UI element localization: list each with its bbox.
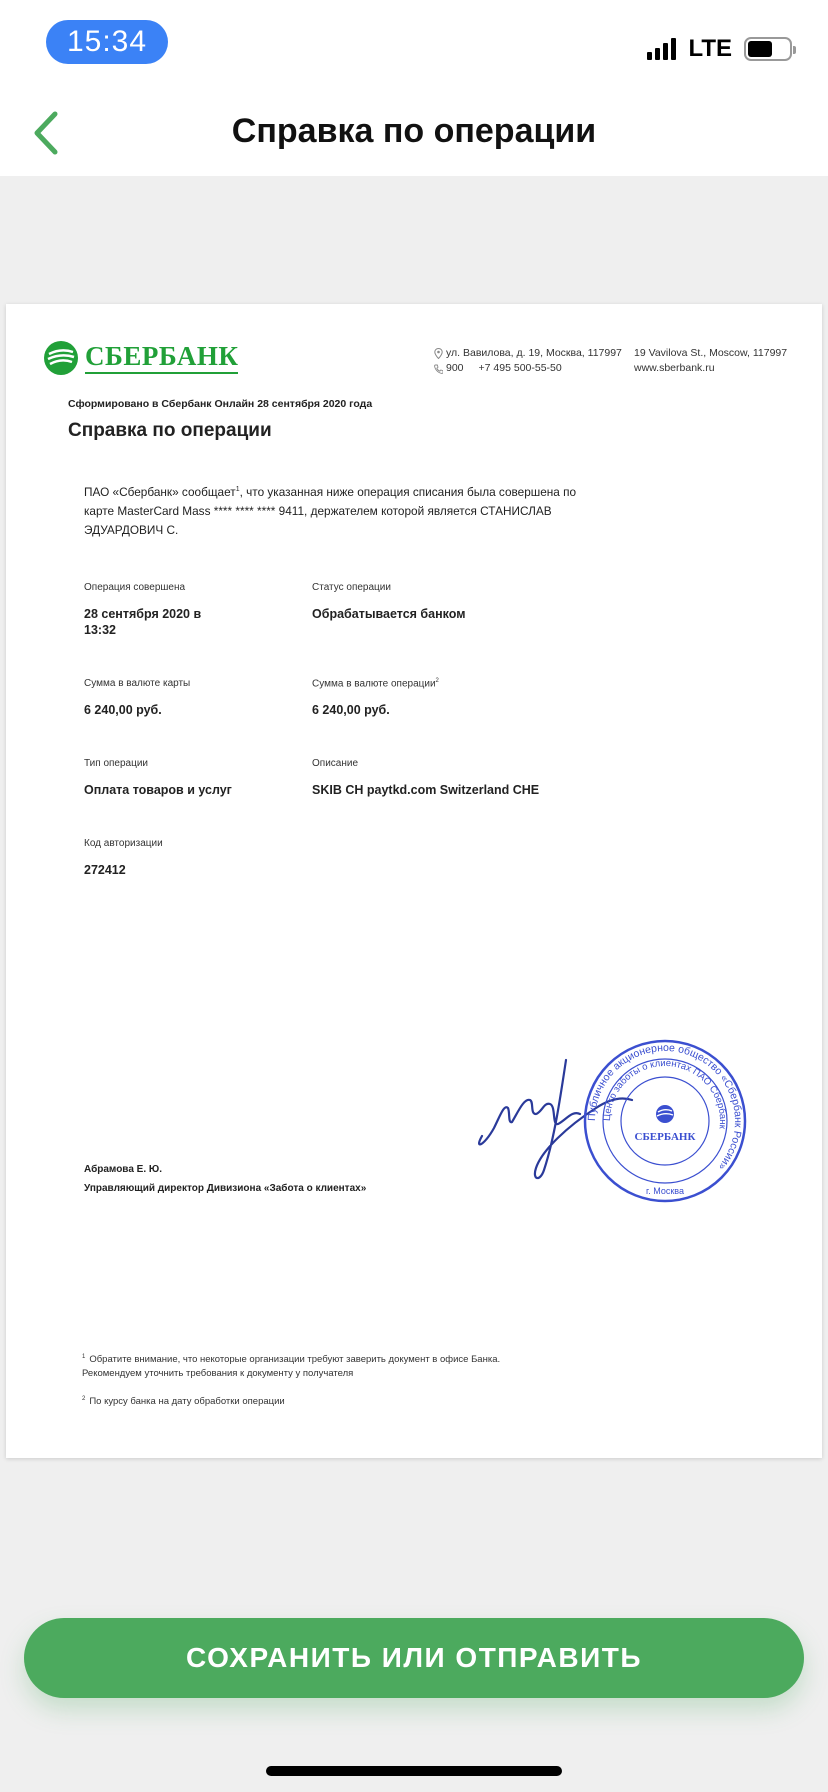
address-en [634,346,787,376]
address-ru [434,346,622,376]
op-type-label: Тип операции [84,758,149,769]
op-date-line1: 28 сентября 2020 в [84,607,202,621]
home-indicator[interactable] [266,1766,562,1776]
status-value: Обрабатывается банком [312,607,466,621]
intro-paragraph [84,480,584,540]
network-type: LTE [688,35,732,62]
address-en-text: 19 Vavilova St., Moscow, 117997 [634,347,788,359]
op-date-value [84,606,201,638]
status-label: Статус операции [312,582,391,593]
save-or-send-button[interactable]: СОХРАНИТЬ ИЛИ ОТПРАВИТЬ [24,1618,804,1698]
op-amount-footnote-ref: 2 [435,678,439,684]
stamp-inner-text: Центр заботы о клиентах ПАО Сбербанк [601,1057,729,1130]
signer-name: Абрамова Е. Ю. [84,1164,162,1175]
op-amount-value: 6 240,00 руб. [312,703,390,717]
signer-title: Управляющий директор Дивизиона «Забота о клиентах» [84,1183,367,1194]
receipt-document [6,304,822,1458]
intro-part1: ПАО «Сбербанк» сообщает [84,484,236,499]
stamp-city-text: г. Москва [646,1186,684,1196]
status-bar [0,0,828,88]
location-pin-icon [434,348,443,359]
signer-block [84,1160,366,1198]
stamp-logo-text: СБЕРБАНК [634,1131,696,1143]
phone-long[interactable]: +7 495 500-55-50 [478,362,562,374]
document-title: Справка по операции [68,420,272,441]
intro-part2: , что указанная ниже операция списания была совершена по карте MasterCard Mass **** **** **** 9411, держателем которой является СТАНИСЛАВ ЭДУАРДОВИЧ С. [84,484,577,537]
op-date-line2: 13:32 [84,623,116,637]
sberbank-logo-icon [43,340,79,376]
status-time[interactable]: 15:34 [46,20,168,64]
phone-icon [434,364,443,374]
auth-code-value: 272412 [84,863,126,877]
phone-short[interactable]: 900 [446,362,464,374]
bank-stamp [580,1036,750,1206]
intro-footnote-ref: 1 [235,486,240,493]
card-amount-label: Сумма в валюте карты [84,678,191,689]
logo-text: СБЕРБАНК [85,342,238,374]
stamp-outer-text: Публичное акционерное общество «Сбербанк России» [585,1041,745,1173]
footnote-1-number: 1 [82,1354,86,1360]
op-type-value: Оплата товаров и услуг [84,783,232,797]
generated-note: Сформировано в Сбербанк Онлайн 28 сентября 2020 года [68,398,373,410]
footnote-1-text: Обратите внимание, что некоторые организации требуют заверить документ в офисе Банка. Рекомендуем уточнить требования к документу у получателя [82,1354,501,1380]
footnote-2-number: 2 [82,1396,86,1402]
footnote-1 [82,1350,562,1381]
signal-icon [647,38,676,60]
card-amount-value: 6 240,00 руб. [84,703,162,717]
page-title: Справка по операции [231,112,597,150]
address-ru-text: ул. Вавилова, д. 19, Москва, 117997 [446,347,622,359]
description-value: SKIB CH paytkd.com Switzerland CHE [312,783,540,797]
footnote-2 [82,1392,285,1409]
nav-bar [0,88,828,176]
footnote-2-text: По курсу банка на дату обработки операции [89,1396,285,1408]
op-amount-label: Сумма в валюте операции$^2$ [312,678,439,690]
status-indicators [647,34,792,64]
op-date-label: Операция совершена [84,582,186,593]
auth-code-label: Код авторизации [84,838,163,849]
battery-icon [744,37,792,61]
sberbank-logo [43,340,238,376]
description-label: Описание [312,758,359,769]
website-link[interactable]: www.sberbank.ru [634,362,715,374]
